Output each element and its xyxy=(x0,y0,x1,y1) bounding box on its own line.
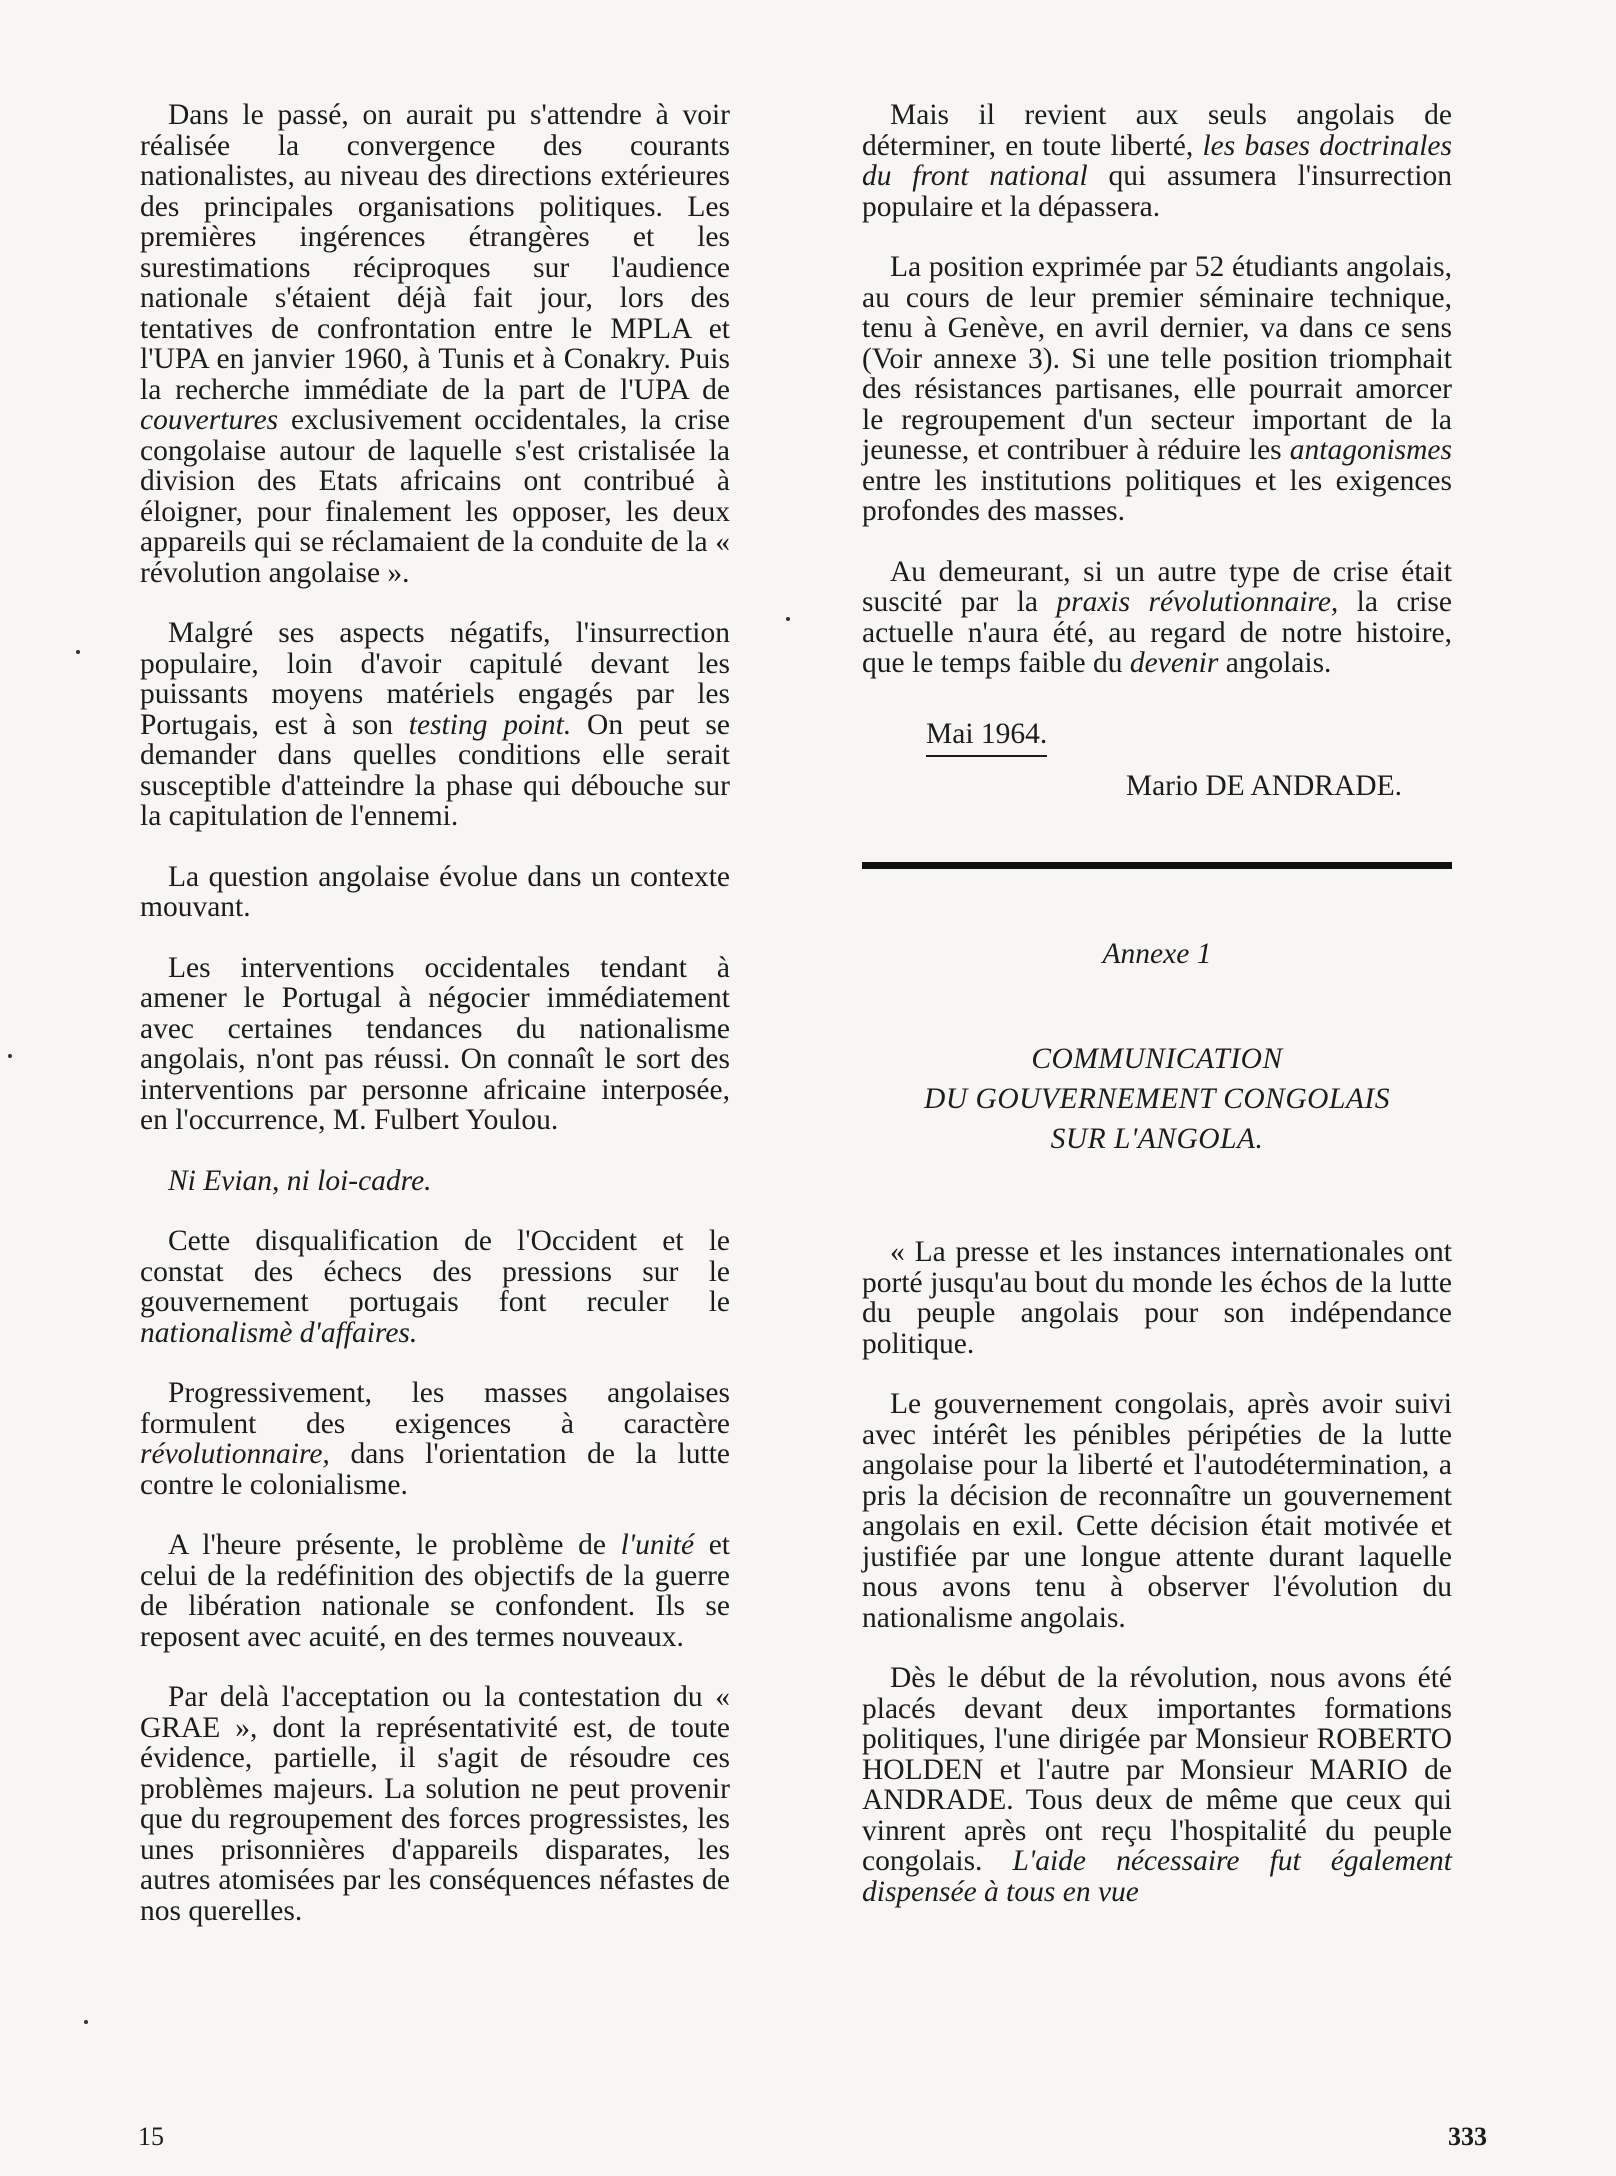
page-number-right: 333 xyxy=(1448,2122,1487,2151)
signature-date: Mai 1964. xyxy=(926,719,1047,758)
scan-speck xyxy=(84,2020,88,2024)
paragraph: Dès le début de la révolution, nous avons été placés devant deux importantes formations politiques, l'une dirigée par Monsieur ROBERTO HOLDEN et l'autre par Monsieur MARIO de ANDRADE. Tous deux de même que ceux qui vinrent après ont reçu l'hospitalité du peuple congolais. L'aide nécessaire fut également dispensée à tous en vue xyxy=(862,1662,1453,1908)
paragraph: Mais il revient aux seuls angolais de déterminer, en toute liberté, les bases doctrinales du front national qui assumera l'insurrection populaire et la dépassera. xyxy=(862,99,1453,223)
right-column xyxy=(862,100,1452,1937)
paragraph: La question angolaise évolue dans un contexte mouvant. xyxy=(140,860,730,923)
signature-name: Mario DE ANDRADE. xyxy=(1125,770,1402,802)
paragraph: Au demeurant, si un autre type de crise était suscité par la praxis révolutionnaire, la crise actuelle n'aura été, au regard de notre histoire, que le temps faible du devenir angolais. xyxy=(862,555,1453,679)
page-number-left: 15 xyxy=(138,2122,164,2151)
paragraph: « La presse et les instances internationales ont porté jusqu'au bout du monde les échos de la lutte du peuple angolais pour son indépendance politique. xyxy=(862,1236,1452,1360)
section-divider xyxy=(862,862,1452,869)
annex-title: Annexe 1 xyxy=(1102,937,1212,970)
subheading: Ni Evian, ni loi-cadre. xyxy=(168,1164,432,1197)
paragraph: Malgré ses aspects négatifs, l'insurrection populaire, loin d'avoir capitulé devant les puissants moyens matériels engagés par les Portugais, est à son testing point. On peut se demander dans quelles conditions elle serait susceptible d'atteindre la phase qui débouche sur la capitulation de l'ennemi. xyxy=(140,617,730,832)
paragraph: Les interventions occidentales tendant à amener le Portugal à négocier immédiatement avec certaines tendances du nationalisme angolais, n'ont pas réussi. On connaît le sort des interventions par personne africaine interposée, en l'occurrence, M. Fulbert Youlou. xyxy=(140,951,730,1136)
scan-speck xyxy=(8,1054,12,1058)
paragraph: Le gouvernement congolais, après avoir suivi avec intérêt les pénibles péripéties de la lutte angolaise pour la liberté et l'autodétermination, a pris la décision de reconnaître un gouvernement angolais en exil. Cette décision était motivée et justifiée par une longue attente durant laquelle nous avons tenu à observer l'évolution du nationalisme angolais. xyxy=(862,1388,1452,1634)
scan-speck xyxy=(76,650,80,654)
paragraph: A l'heure présente, le problème de l'unité et celui de la redéfinition des objectifs de la guerre de libération nationale se confondent. Ils se reposent avec acuité, en des termes nouveaux. xyxy=(140,1529,730,1653)
paragraph: Par delà l'acceptation ou la contestation du « GRAE », dont la représentativité est, de toute évidence, partielle, il s'agit de résoudre ces problèmes majeurs. La solution ne peut provenir que du regroupement des forces progressistes, les unes prisonnières d'appareils disparates, les autres atomisées par les conséquences néfastes de nos querelles. xyxy=(140,1681,730,1927)
communication-title: COMMUNICATION DU GOUVERNEMENT CONGOLAIS SUR L'ANGOLA. xyxy=(924,1043,1390,1155)
paragraph: Progressivement, les masses angolaises formulent des exigences à caractère révolutionnaire, dans l'orientation de la lutte contre le colonialisme. xyxy=(140,1377,730,1501)
left-column xyxy=(140,100,730,1956)
paragraph: La position exprimée par 52 étudiants angolais, au cours de leur premier séminaire technique, tenu à Genève, en avril dernier, va dans ce sens (Voir annexe 3). Si une telle position triomphait des résistances partisanes, elle pourrait amorcer le regroupement d'un secteur important de la jeunesse, et contribuer à réduire les antagonismes entre les institutions politiques et les exigences profondes des masses. xyxy=(862,251,1452,527)
paragraph: Cette disqualification de l'Occident et le constat des échecs des pressions sur le gouvernement portugais font reculer le nationalismè d'affaires. xyxy=(140,1225,730,1349)
paragraph: Dans le passé, on aurait pu s'attendre à voir réalisée la convergence des courants nationalistes, au niveau des directions extérieures des principales organisations politiques. Les premières ingérences étrangères et les surestimations réciproques sur l'audience nationale s'étaient déjà fait jour, lors des tentatives de confrontation entre le MPLA et l'UPA en janvier 1960, à Tunis et à Conakry. Puis la recherche immédiate de la part de l'UPA de couvertures exclusivement occidentales, la crise congolaise autour de laquelle s'est cristalisée la division des Etats africains ont contribué à éloigner, pour finalement les opposer, les deux appareils qui se réclamaient de la conduite de la « révolution angolaise ». xyxy=(140,99,730,589)
scan-speck xyxy=(786,617,790,621)
